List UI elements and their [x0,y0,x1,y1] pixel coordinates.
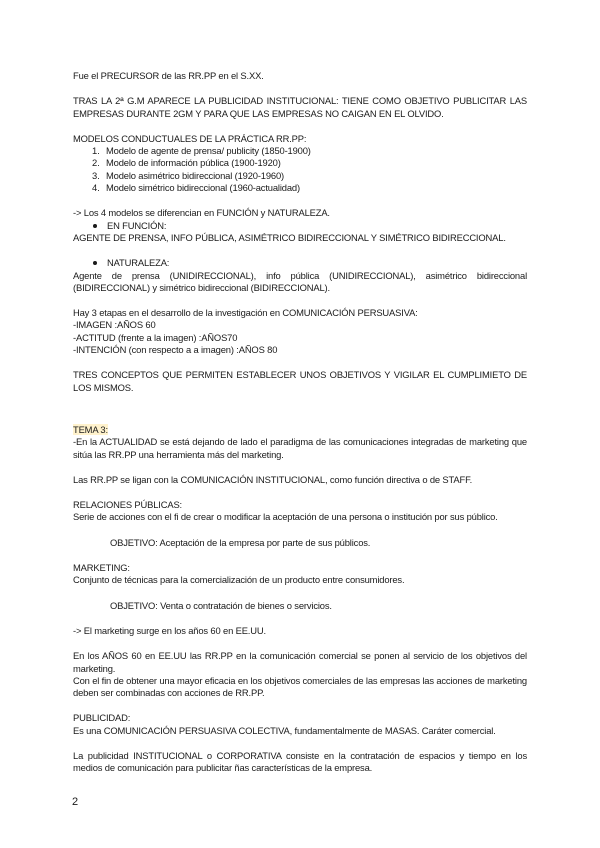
list-item: 1. Modelo de agente de prensa/ publicity (1850-1900) [102,145,527,157]
page-content [73,70,527,775]
tras-la-gm-paragraph: TRAS LA 2ª G.M APARECE LA PUBLICIDAD INSTITUCIONAL: TIENE COMO OBJETIVO PUBLICITAR LAS EMPRESAS DURANTE 2GM Y PARA QUE LAS EMPRESAS NO CAIGAN EN EL OLVIDO. [73,95,527,119]
list-item: 2. Modelo de información pública (1900-1920) [102,157,527,169]
en-funcion-bullet [73,220,527,232]
modelos-heading: MODELOS CONDUCTUALES DE LA PRÁCTICA RR.PP: [73,132,307,144]
tema-label: TEMA 3: [73,423,108,435]
precursor-line: Fue el PRECURSOR de las RR.PP en el S.XX. [73,70,264,81]
rrpp-ligan-line: Las RR.PP se ligan con la COMUNICACIÓN INSTITUCIONAL, como función directiva o de STAFF. [73,473,473,485]
rrpp-definition: Serie de acciones con el fi de crear o modificar la aceptación de una persona o institución por sus público. [73,511,498,523]
list-item: EN FUNCIÓN: [107,220,527,232]
naturaleza-text: Agente de prensa (UNIDIRECCIONAL), info pública (UNIDIRECCIONAL), asimétrico bidireccional (BIDIRECCIONAL) y simétrico bidireccional (BIDIRECCIONAL). [73,269,527,293]
page-number: 2 [72,796,79,808]
etapa-line: -IMAGEN :AÑOS 60 [73,319,156,331]
publicidad-institucional-paragraph: La publicidad INSTITUCIONAL o CORPORATIVA consiste en la contratación de espacios y tiempo en los medios de comunicación para publicitar ñas características de la empresa. [73,749,527,774]
anos60-paragraph: En los AÑOS 60 en EE.UU las RR.PP en la comunicación comercial se ponen al servicio de los objetivos del marketing. [73,650,527,674]
naturaleza-bullet [73,257,527,269]
etapa-line: -INTENCIÓN (con respecto a a imagen) :AÑOS 80 [73,344,278,356]
modelos-list [73,145,527,194]
etapa-line: -ACTITUD (frente a la imagen) :AÑOS70 [73,331,238,343]
etapas-intro: Hay 3 etapas en el desarrollo de la investigación en COMUNICACIÓN PERSUASIVA: [73,307,418,319]
en-funcion-text: AGENTE DE PRENSA, INFO PÚBLICA, ASIMÉTRICO BIDIRECCIONAL Y SIMÉTRICO BIDIRECCIONAL. [73,231,506,243]
marketing-heading: MARKETING: [73,562,130,574]
publicidad-heading: PUBLICIDAD: [73,712,131,724]
tres-conceptos-paragraph: TRES CONCEPTOS QUE PERMITEN ESTABLECER UNOS OBJETIVOS Y VIGILAR EL CUMPLIMIETO DE LOS MISMOS. [73,369,527,393]
marketing-definition: Conjunto de técnicas para la comercialización de un producto entre consumidores. [73,574,405,586]
list-item: 4. Modelo simétrico bidireccional (1960-actualidad) [102,182,527,194]
rrpp-heading: RELACIONES PÚBLICAS: [73,499,183,511]
list-item: 3. Modelo asimétrico bidireccional (1920-1960) [102,170,527,182]
list-item: NATURALEZA: [107,257,527,269]
actualidad-paragraph: -En la ACTUALIDAD se está dejando de lado el paradigma de las comunicaciones integradas de marketing que sitúa las RR.PP una herramienta más del marketing. [73,436,527,460]
marketing-surge-line: -> El marketing surge en los años 60 en EE.UU. [73,624,266,636]
publicidad-definition: Es una COMUNICACIÓN PERSUASIVA COLECTIVA, fundamentalmente de MASAS. Caráter comercial. [73,724,496,736]
marketing-objetivo: OBJETIVO: Venta o contratación de bienes o servicios. [110,599,332,611]
tema-heading [73,424,527,436]
eficacia-paragraph: Con el fin de obtener una mayor eficacia en los objetivos comerciales de las empresas las acciones de marketing deben ser combinadas con acciones de RR.PP. [73,674,527,699]
rrpp-objetivo: OBJETIVO: Aceptación de la empresa por parte de sus públicos. [110,536,371,548]
diferencian-line: -> Los 4 modelos se diferencian en FUNCIÓN y NATURALEZA. [73,207,330,219]
